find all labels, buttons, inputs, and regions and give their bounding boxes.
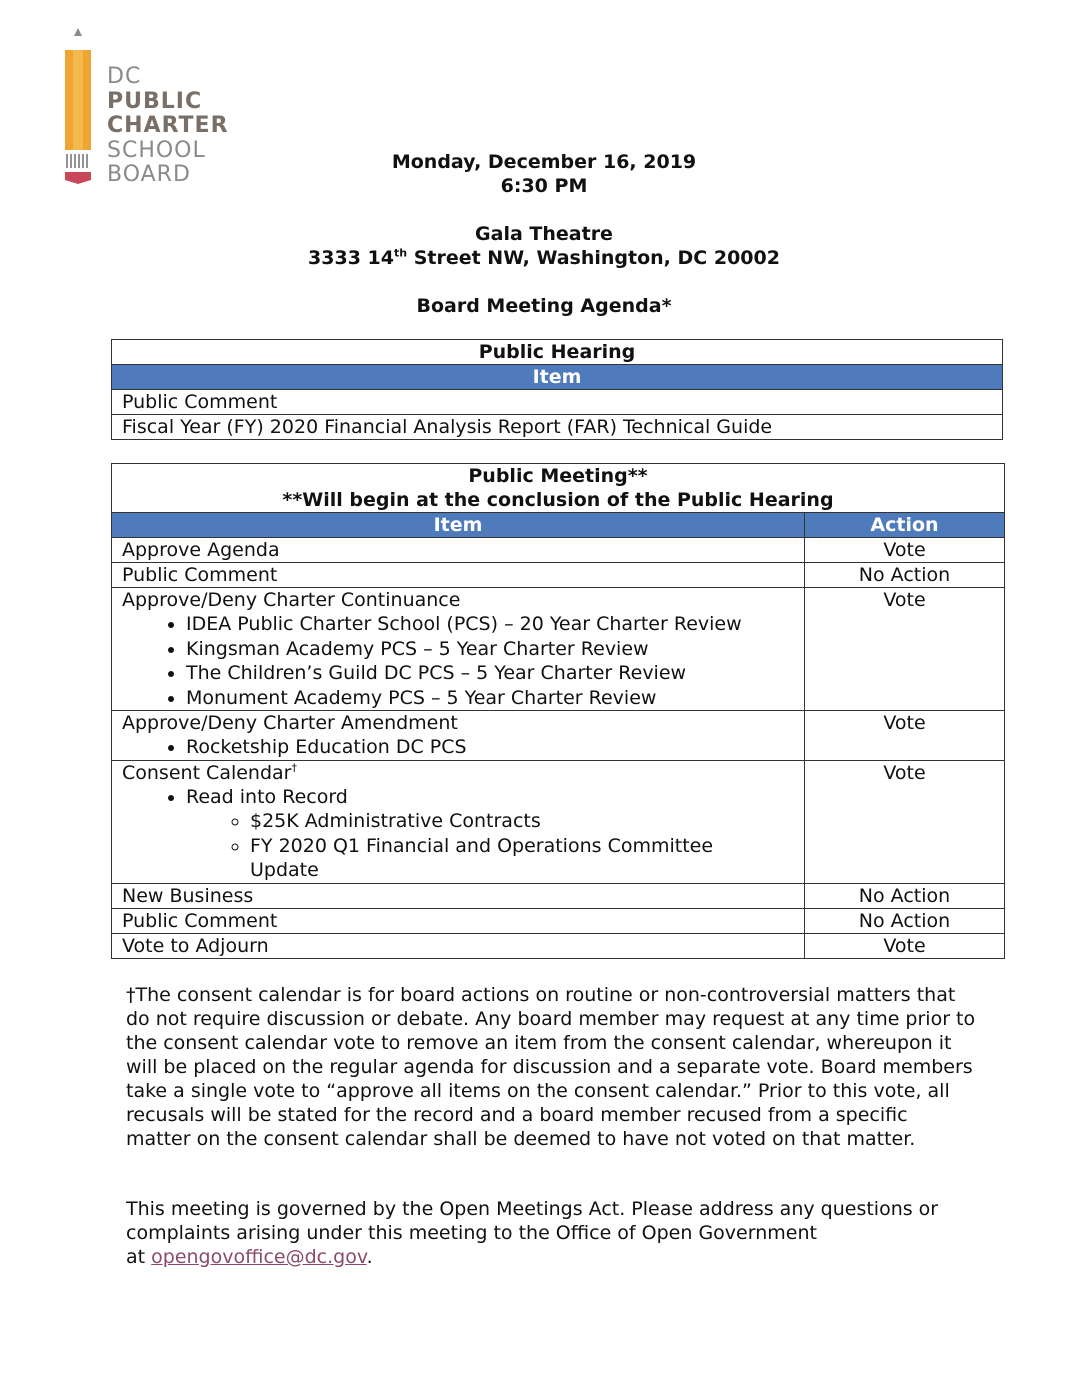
agenda-action: No Action: [805, 563, 1005, 588]
agenda-action: No Action: [805, 883, 1005, 908]
sub-bullet-list: [186, 809, 794, 883]
table-row: [112, 711, 1005, 761]
bullet-list: [122, 785, 794, 883]
public-meeting-table: [111, 463, 1005, 959]
agenda-item-title: Approve/Deny Charter Continuance: [122, 589, 461, 611]
sub-list-item: ◦ $25K Administrative Contracts: [250, 809, 794, 834]
address-number: 3333 14: [308, 247, 394, 269]
notice-text: This meeting is governed by the Open Meetings Act. Please address any questions or complaints arising under this meeting to the Office of Open Government: [126, 1198, 939, 1244]
agenda-action: Vote: [805, 933, 1005, 958]
column-header-action: Action: [805, 513, 1005, 538]
agenda-action: Vote: [805, 588, 1005, 711]
agenda-item: Fiscal Year (FY) 2020 Financial Analysis Report (FAR) Technical Guide: [112, 415, 1003, 440]
logo-line: BOARD: [107, 162, 191, 187]
agenda-item: Vote to Adjourn: [112, 933, 805, 958]
list-item: • Rocketship Education DC PCS: [186, 735, 794, 760]
bullet-list: [122, 612, 794, 710]
table-row: [112, 390, 1003, 415]
list-item-label: Read into Record: [186, 785, 348, 808]
table-row: [112, 760, 1005, 883]
agenda-item: Public Comment: [112, 390, 1003, 415]
table-row: [112, 883, 1005, 908]
agenda-action: No Action: [805, 908, 1005, 933]
public-hearing-table: [111, 339, 1003, 440]
table-caption: Public Hearing: [112, 340, 1003, 365]
meeting-location: [0, 222, 1088, 270]
address-ordinal: th: [393, 246, 408, 260]
agenda-item: New Business: [112, 883, 805, 908]
list-item: • Kingsman Academy PCS – 5 Year Charter Review: [186, 637, 794, 662]
agenda-item-title: Approve/Deny Charter Amendment: [122, 712, 458, 734]
table-row: [112, 563, 1005, 588]
agenda-action: Vote: [805, 760, 1005, 883]
column-header-item: Item: [112, 513, 805, 538]
agenda-item: Approve Agenda: [112, 538, 805, 563]
logo-line: SCHOOL: [107, 137, 206, 163]
agenda-item: Public Comment: [112, 908, 805, 933]
sub-list-item: ◦ FY 2020 Q1 Financial and Operations Committee Update: [250, 834, 794, 883]
list-item: • IDEA Public Charter School (PCS) – 20 Year Charter Review: [186, 612, 794, 637]
agenda-item: [112, 760, 805, 883]
meeting-time: 6:30 PM: [500, 175, 588, 197]
caption-title: Public Meeting**: [468, 465, 648, 487]
list-item: • Monument Academy PCS – 5 Year Charter Review: [186, 686, 794, 711]
table-row: [112, 908, 1005, 933]
agenda-item: [112, 588, 805, 711]
agenda-action: Vote: [805, 538, 1005, 563]
column-header-item: Item: [112, 365, 1003, 390]
agenda-item: Public Comment: [112, 563, 805, 588]
list-item: [186, 785, 794, 883]
page-title: Board Meeting Agenda*: [416, 295, 672, 317]
table-row: [112, 538, 1005, 563]
venue-address: [0, 246, 1088, 270]
agenda-item-title: [122, 761, 794, 785]
agenda-item: [112, 711, 805, 761]
dagger-mark: †: [291, 761, 297, 775]
list-item: • The Children’s Guild DC PCS – 5 Year Charter Review: [186, 661, 794, 686]
bullet-list: [122, 735, 794, 760]
table-row: [112, 588, 1005, 711]
logo-line: CHARTER: [107, 113, 229, 138]
venue-name: Gala Theatre: [475, 223, 613, 245]
meeting-date: Monday, December 16, 2019: [391, 151, 697, 173]
logo-line: DC: [107, 64, 142, 89]
meeting-datetime: [0, 150, 1088, 198]
notice-period: .: [366, 1246, 373, 1268]
open-meetings-notice: [126, 1197, 986, 1269]
table-row: [112, 415, 1003, 440]
email-link[interactable]: opengovoffice@dc.gov: [151, 1246, 367, 1268]
caption-note: **Will begin at the conclusion of the Public Hearing: [282, 489, 834, 511]
consent-calendar-footnote: †The consent calendar is for board actions on routine or non-controversial matters that do not require discussion or debate. Any board member may request at any time prior to the consent calendar vote to remove an item from the consent calendar, whereupon it will be placed on the regular agenda for discussion and a separate vote. Board members take a single vote to “approve all items on the consent calendar.” Prior to this vote, all recusals will be stated for the record and a board member recused from a specific matter on the consent calendar shall be deemed to have not voted on that matter.: [126, 984, 976, 1150]
table-caption: [112, 464, 1005, 513]
notice-at: at: [126, 1246, 152, 1268]
consent-calendar-label: Consent Calendar: [122, 761, 292, 784]
table-row: [112, 933, 1005, 958]
logo-line: PUBLIC: [107, 88, 203, 114]
address-street: Street NW, Washington, DC 20002: [407, 247, 780, 269]
agenda-action: Vote: [805, 711, 1005, 761]
